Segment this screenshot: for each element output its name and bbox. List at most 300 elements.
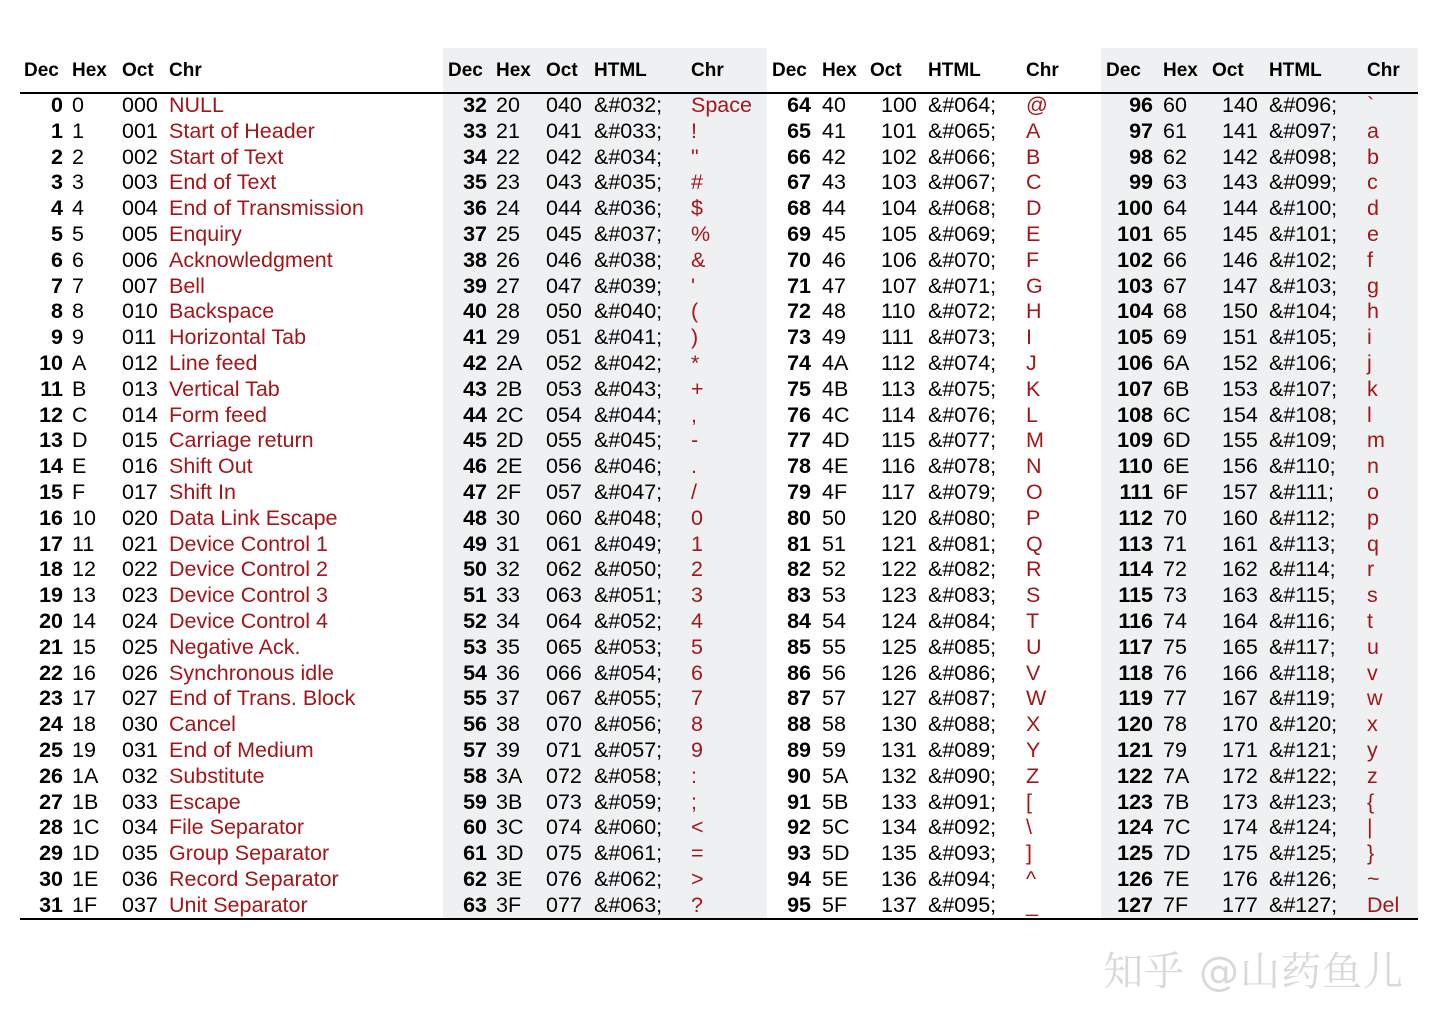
oct-value: 177 bbox=[1222, 892, 1258, 917]
hex-value: 78 bbox=[1163, 712, 1187, 737]
char-value: Device Control 2 bbox=[169, 557, 328, 582]
oct-value: 045 bbox=[546, 222, 582, 246]
header-hex: Hex bbox=[1163, 60, 1198, 81]
hex-value: 9 bbox=[72, 325, 84, 350]
oct-value: 012 bbox=[122, 351, 158, 375]
hex-value: 46 bbox=[822, 247, 846, 272]
oct-value: 007 bbox=[122, 273, 158, 298]
hex-value: 8 bbox=[72, 299, 84, 324]
html-entity: &#062; bbox=[594, 867, 663, 891]
hex-value: 69 bbox=[1163, 325, 1187, 350]
dec-value: 18 bbox=[39, 557, 63, 582]
dec-value: 43 bbox=[463, 376, 487, 401]
html-entity: &#070; bbox=[928, 247, 997, 272]
hex-value: 24 bbox=[496, 196, 520, 221]
oct-value: 071 bbox=[546, 738, 582, 762]
hex-value: 21 bbox=[496, 118, 520, 143]
oct-value: 146 bbox=[1222, 247, 1258, 272]
hex-value: 2A bbox=[496, 351, 523, 375]
char-value: ? bbox=[691, 892, 703, 917]
html-entity: &#125; bbox=[1269, 841, 1338, 866]
html-entity: &#119; bbox=[1269, 686, 1336, 711]
char-value: f bbox=[1367, 247, 1373, 272]
hex-value: 53 bbox=[822, 583, 846, 608]
dec-value: 75 bbox=[787, 376, 811, 401]
oct-value: 116 bbox=[881, 454, 916, 479]
html-entity: &#097; bbox=[1269, 118, 1338, 143]
oct-value: 001 bbox=[122, 118, 158, 143]
hex-value: 73 bbox=[1163, 583, 1187, 608]
char-value: w bbox=[1367, 686, 1383, 711]
html-entity: &#040; bbox=[594, 299, 663, 324]
dec-value: 66 bbox=[787, 144, 811, 169]
dec-value: 65 bbox=[787, 118, 811, 143]
hex-value: 7B bbox=[1163, 789, 1190, 814]
dec-value: 113 bbox=[1118, 531, 1153, 556]
char-value: Space bbox=[691, 93, 752, 117]
char-value: F bbox=[1026, 247, 1040, 272]
char-value: Device Control 3 bbox=[169, 583, 328, 608]
dec-value: 104 bbox=[1117, 299, 1153, 324]
oct-value: 024 bbox=[122, 609, 158, 633]
oct-value: 052 bbox=[546, 351, 582, 375]
dec-value: 101 bbox=[1117, 222, 1153, 246]
char-value: 5 bbox=[691, 634, 703, 659]
dec-value: 60 bbox=[463, 815, 487, 840]
html-entity: &#078; bbox=[928, 454, 997, 479]
header-oct: Oct bbox=[546, 60, 578, 81]
char-value: / bbox=[691, 480, 697, 504]
char-value: M bbox=[1026, 428, 1044, 453]
char-value: x bbox=[1367, 712, 1378, 737]
html-entity: &#076; bbox=[928, 402, 997, 427]
oct-value: 041 bbox=[546, 118, 582, 143]
hex-value: F bbox=[72, 480, 86, 504]
oct-value: 151 bbox=[1222, 325, 1258, 350]
html-entity: &#114; bbox=[1269, 557, 1336, 582]
dec-value: 118 bbox=[1118, 660, 1153, 685]
oct-value: 133 bbox=[881, 789, 917, 814]
oct-value: 054 bbox=[546, 402, 582, 427]
char-value: . bbox=[691, 454, 697, 479]
char-value: 6 bbox=[691, 660, 703, 685]
hex-value: 70 bbox=[1163, 505, 1187, 530]
oct-value: 122 bbox=[881, 557, 917, 582]
dec-value: 126 bbox=[1117, 867, 1153, 891]
hex-value: 38 bbox=[496, 712, 520, 737]
char-value: ~ bbox=[1367, 867, 1380, 891]
oct-value: 042 bbox=[546, 144, 582, 169]
char-value: V bbox=[1026, 660, 1041, 685]
html-entity: &#108; bbox=[1269, 402, 1338, 427]
oct-value: 170 bbox=[1222, 712, 1258, 737]
header-oct: Oct bbox=[1212, 60, 1244, 81]
hex-value: 1F bbox=[72, 892, 98, 917]
html-entity: &#049; bbox=[594, 531, 663, 556]
dec-value: 90 bbox=[787, 763, 811, 788]
hex-value: 6F bbox=[1163, 480, 1189, 504]
char-value: & bbox=[691, 247, 706, 272]
oct-value: 051 bbox=[546, 325, 582, 350]
dec-value: 84 bbox=[787, 609, 811, 633]
html-entity: &#088; bbox=[928, 712, 997, 737]
oct-value: 106 bbox=[881, 247, 917, 272]
dec-value: 77 bbox=[787, 428, 811, 453]
dec-value: 105 bbox=[1117, 325, 1153, 350]
char-value: Line feed bbox=[169, 351, 258, 375]
char-value: Cancel bbox=[169, 712, 236, 737]
oct-value: 171 bbox=[1222, 738, 1258, 762]
oct-value: 034 bbox=[122, 815, 158, 840]
dec-value: 68 bbox=[787, 196, 811, 221]
dec-value: 15 bbox=[39, 480, 63, 504]
oct-value: 026 bbox=[122, 660, 158, 685]
html-entity: &#126; bbox=[1269, 867, 1338, 891]
dec-value: 87 bbox=[787, 686, 811, 711]
hex-value: 5E bbox=[822, 867, 849, 891]
char-value: @ bbox=[1026, 93, 1048, 117]
oct-value: 002 bbox=[122, 144, 158, 169]
oct-value: 040 bbox=[546, 93, 582, 117]
char-value: 9 bbox=[691, 738, 703, 762]
html-entity: &#117; bbox=[1269, 634, 1336, 659]
html-entity: &#102; bbox=[1269, 247, 1338, 272]
hex-value: 5B bbox=[822, 789, 849, 814]
dec-value: 81 bbox=[787, 531, 811, 556]
html-entity: &#089; bbox=[928, 738, 997, 762]
dec-value: 39 bbox=[463, 273, 487, 298]
hex-value: 63 bbox=[1163, 170, 1187, 195]
oct-value: 160 bbox=[1222, 505, 1258, 530]
hex-value: 7C bbox=[1163, 815, 1191, 840]
oct-value: 030 bbox=[122, 712, 158, 737]
char-value: Del bbox=[1367, 892, 1400, 917]
char-value: End of Trans. Block bbox=[169, 686, 356, 711]
char-value: _ bbox=[1026, 892, 1038, 917]
dec-value: 82 bbox=[787, 557, 811, 582]
dec-value: 69 bbox=[787, 222, 811, 246]
oct-value: 142 bbox=[1222, 144, 1258, 169]
oct-value: 053 bbox=[546, 376, 582, 401]
char-value: D bbox=[1026, 196, 1042, 221]
dec-value: 45 bbox=[463, 428, 487, 453]
html-entity: &#061; bbox=[594, 841, 663, 866]
hex-value: 18 bbox=[72, 712, 96, 737]
html-entity: &#038; bbox=[594, 247, 663, 272]
dec-value: 100 bbox=[1117, 196, 1153, 221]
dec-value: 125 bbox=[1117, 841, 1153, 866]
dec-value: 111 bbox=[1119, 480, 1153, 504]
dec-value: 37 bbox=[463, 222, 487, 246]
hex-value: 76 bbox=[1163, 660, 1187, 685]
char-value: t bbox=[1367, 609, 1373, 633]
hex-value: 51 bbox=[822, 531, 846, 556]
hex-value: 1A bbox=[72, 763, 99, 788]
dec-value: 117 bbox=[1118, 634, 1153, 659]
char-value: U bbox=[1026, 634, 1042, 659]
header-dec: Dec bbox=[448, 60, 483, 81]
char-value: l bbox=[1367, 402, 1372, 427]
char-value: O bbox=[1026, 480, 1043, 504]
char-value: 8 bbox=[691, 712, 703, 737]
oct-value: 164 bbox=[1222, 609, 1258, 633]
char-value: T bbox=[1026, 609, 1040, 633]
hex-value: 2C bbox=[496, 402, 524, 427]
oct-value: 152 bbox=[1222, 351, 1258, 375]
dec-value: 42 bbox=[463, 351, 487, 375]
dec-value: 59 bbox=[463, 789, 487, 814]
hex-value: 5A bbox=[822, 763, 849, 788]
hex-value: 47 bbox=[822, 273, 846, 298]
hex-value: E bbox=[72, 454, 87, 479]
char-value: | bbox=[1367, 815, 1373, 840]
hex-value: 5F bbox=[822, 892, 848, 917]
html-entity: &#081; bbox=[928, 531, 997, 556]
char-value: S bbox=[1026, 583, 1041, 608]
char-value: Unit Separator bbox=[169, 892, 308, 917]
char-value: Record Separator bbox=[169, 867, 339, 891]
dec-value: 2 bbox=[51, 144, 63, 169]
char-value: r bbox=[1367, 557, 1375, 582]
dec-value: 46 bbox=[463, 454, 487, 479]
dec-value: 73 bbox=[787, 325, 811, 350]
oct-value: 046 bbox=[546, 247, 582, 272]
oct-value: 150 bbox=[1222, 299, 1258, 324]
oct-value: 044 bbox=[546, 196, 582, 221]
dec-value: 61 bbox=[463, 841, 487, 866]
html-entity: &#057; bbox=[594, 738, 663, 762]
dec-value: 7 bbox=[51, 273, 63, 298]
char-value: e bbox=[1367, 222, 1379, 246]
oct-value: 176 bbox=[1222, 867, 1258, 891]
char-value: d bbox=[1367, 196, 1379, 221]
html-entity: &#096; bbox=[1269, 93, 1338, 117]
hex-value: 1E bbox=[72, 867, 99, 891]
hex-value: 4C bbox=[822, 402, 850, 427]
html-entity: &#063; bbox=[594, 892, 663, 917]
html-entity: &#077; bbox=[928, 428, 997, 453]
hex-value: 5D bbox=[822, 841, 850, 866]
dec-value: 57 bbox=[463, 738, 487, 762]
hex-value: 6D bbox=[1163, 428, 1191, 453]
oct-value: 143 bbox=[1222, 170, 1258, 195]
html-entity: &#083; bbox=[928, 583, 997, 608]
oct-value: 032 bbox=[122, 763, 158, 788]
char-value: j bbox=[1367, 351, 1372, 375]
dec-value: 93 bbox=[787, 841, 811, 866]
footer-rule bbox=[20, 918, 1418, 920]
oct-value: 063 bbox=[546, 583, 582, 608]
dec-value: 85 bbox=[787, 634, 811, 659]
oct-value: 137 bbox=[881, 892, 917, 917]
char-value: Backspace bbox=[169, 299, 275, 324]
dec-value: 35 bbox=[463, 170, 487, 195]
oct-value: 130 bbox=[881, 712, 917, 737]
dec-value: 38 bbox=[463, 247, 487, 272]
hex-value: 5C bbox=[822, 815, 850, 840]
oct-value: 003 bbox=[122, 170, 158, 195]
oct-value: 043 bbox=[546, 170, 582, 195]
char-value: H bbox=[1026, 299, 1042, 324]
char-value: Q bbox=[1026, 531, 1043, 556]
hex-value: 27 bbox=[496, 273, 520, 298]
html-entity: &#093; bbox=[928, 841, 997, 866]
char-value: m bbox=[1367, 428, 1385, 453]
char-value: Start of Text bbox=[169, 144, 284, 169]
html-entity: &#035; bbox=[594, 170, 663, 195]
oct-value: 057 bbox=[546, 480, 582, 504]
hex-value: 75 bbox=[1163, 634, 1187, 659]
dec-value: 12 bbox=[39, 402, 63, 427]
html-entity: &#082; bbox=[928, 557, 997, 582]
html-entity: &#069; bbox=[928, 222, 997, 246]
hex-value: 66 bbox=[1163, 247, 1187, 272]
hex-value: 3A bbox=[496, 763, 523, 788]
char-value: " bbox=[691, 144, 699, 169]
hex-value: 4F bbox=[822, 480, 848, 504]
html-entity: &#054; bbox=[594, 660, 663, 685]
char-value: z bbox=[1367, 763, 1378, 788]
html-entity: &#073; bbox=[928, 325, 997, 350]
dec-value: 6 bbox=[51, 247, 63, 272]
hex-value: 6 bbox=[72, 247, 84, 272]
hex-value: 16 bbox=[72, 660, 96, 685]
html-entity: &#033; bbox=[594, 118, 663, 143]
dec-value: 56 bbox=[463, 712, 487, 737]
char-value: * bbox=[691, 351, 700, 375]
dec-value: 97 bbox=[1129, 118, 1153, 143]
char-value: p bbox=[1367, 505, 1379, 530]
char-value: End of Medium bbox=[169, 738, 314, 762]
dec-value: 32 bbox=[463, 93, 487, 117]
dec-value: 67 bbox=[787, 170, 811, 195]
dec-value: 4 bbox=[51, 196, 63, 221]
oct-value: 107 bbox=[881, 273, 917, 298]
header-chr: Chr bbox=[1367, 60, 1400, 81]
html-entity: &#087; bbox=[928, 686, 997, 711]
oct-value: 121 bbox=[881, 531, 917, 556]
hex-value: 65 bbox=[1163, 222, 1187, 246]
char-value: c bbox=[1367, 170, 1378, 195]
oct-value: 055 bbox=[546, 428, 582, 453]
hex-value: 7D bbox=[1163, 841, 1191, 866]
oct-value: 162 bbox=[1222, 557, 1258, 582]
char-value: { bbox=[1367, 789, 1375, 814]
dec-value: 94 bbox=[787, 867, 811, 891]
header-hex: Hex bbox=[496, 60, 531, 81]
oct-value: 131 bbox=[881, 738, 917, 762]
html-entity: &#034; bbox=[594, 144, 663, 169]
html-entity: &#039; bbox=[594, 273, 663, 298]
dec-value: 14 bbox=[39, 454, 63, 479]
html-entity: &#037; bbox=[594, 222, 663, 246]
char-value: 3 bbox=[691, 583, 703, 608]
html-entity: &#120; bbox=[1269, 712, 1338, 737]
dec-value: 91 bbox=[787, 789, 811, 814]
dec-value: 55 bbox=[463, 686, 487, 711]
oct-value: 067 bbox=[546, 686, 582, 711]
dec-value: 20 bbox=[39, 609, 63, 633]
hex-value: 36 bbox=[496, 660, 520, 685]
hex-value: 58 bbox=[822, 712, 846, 737]
html-entity: &#106; bbox=[1269, 351, 1338, 375]
char-value: g bbox=[1367, 273, 1379, 298]
hex-value: B bbox=[72, 376, 87, 401]
oct-value: 173 bbox=[1222, 789, 1258, 814]
html-entity: &#042; bbox=[594, 351, 663, 375]
hex-value: 13 bbox=[72, 583, 96, 608]
hex-value: 4A bbox=[822, 351, 849, 375]
html-entity: &#115; bbox=[1269, 583, 1336, 608]
char-value: ( bbox=[691, 299, 699, 324]
hex-value: 29 bbox=[496, 325, 520, 350]
oct-value: 140 bbox=[1222, 93, 1258, 117]
hex-value: 3D bbox=[496, 841, 524, 866]
char-value: # bbox=[691, 170, 703, 195]
html-entity: &#048; bbox=[594, 505, 663, 530]
dec-value: 16 bbox=[39, 505, 63, 530]
char-value: [ bbox=[1026, 789, 1032, 814]
dec-value: 71 bbox=[787, 273, 811, 298]
html-entity: &#047; bbox=[594, 480, 663, 504]
char-value: \ bbox=[1026, 815, 1032, 840]
oct-value: 056 bbox=[546, 454, 582, 479]
char-value: 0 bbox=[691, 505, 703, 530]
hex-value: 7A bbox=[1163, 763, 1190, 788]
dec-value: 98 bbox=[1129, 144, 1153, 169]
dec-value: 83 bbox=[787, 583, 811, 608]
dec-value: 107 bbox=[1117, 376, 1153, 401]
hex-value: 49 bbox=[822, 325, 846, 350]
hex-value: 61 bbox=[1163, 118, 1187, 143]
char-value: 7 bbox=[691, 686, 703, 711]
dec-value: 28 bbox=[39, 815, 63, 840]
char-value: Device Control 1 bbox=[169, 531, 328, 556]
dec-value: 86 bbox=[787, 660, 811, 685]
oct-value: 010 bbox=[122, 299, 158, 324]
hex-value: 44 bbox=[822, 196, 846, 221]
char-value: = bbox=[691, 841, 704, 866]
hex-value: 6C bbox=[1163, 402, 1191, 427]
char-value: J bbox=[1026, 351, 1037, 375]
char-value: ) bbox=[691, 325, 699, 350]
hex-value: 31 bbox=[496, 531, 520, 556]
oct-value: 174 bbox=[1222, 815, 1258, 840]
hex-value: 64 bbox=[1163, 196, 1187, 221]
oct-value: 070 bbox=[546, 712, 582, 737]
dec-value: 17 bbox=[39, 531, 63, 556]
hex-value: 59 bbox=[822, 738, 846, 762]
char-value: X bbox=[1026, 712, 1041, 737]
char-value: 2 bbox=[691, 557, 703, 582]
hex-value: 40 bbox=[822, 93, 846, 117]
oct-value: 102 bbox=[881, 144, 917, 169]
oct-value: 115 bbox=[881, 428, 916, 453]
char-value: A bbox=[1026, 118, 1041, 143]
dec-value: 3 bbox=[51, 170, 63, 195]
oct-value: 154 bbox=[1222, 402, 1258, 427]
header-dec: Dec bbox=[772, 60, 807, 81]
hex-value: 1B bbox=[72, 789, 99, 814]
hex-value: 15 bbox=[72, 634, 96, 659]
oct-value: 037 bbox=[122, 892, 158, 917]
dec-value: 40 bbox=[463, 299, 487, 324]
char-value: o bbox=[1367, 480, 1379, 504]
hex-value: 6B bbox=[1163, 376, 1190, 401]
char-value: Form feed bbox=[169, 402, 267, 427]
oct-value: 062 bbox=[546, 557, 582, 582]
oct-value: 100 bbox=[881, 93, 917, 117]
